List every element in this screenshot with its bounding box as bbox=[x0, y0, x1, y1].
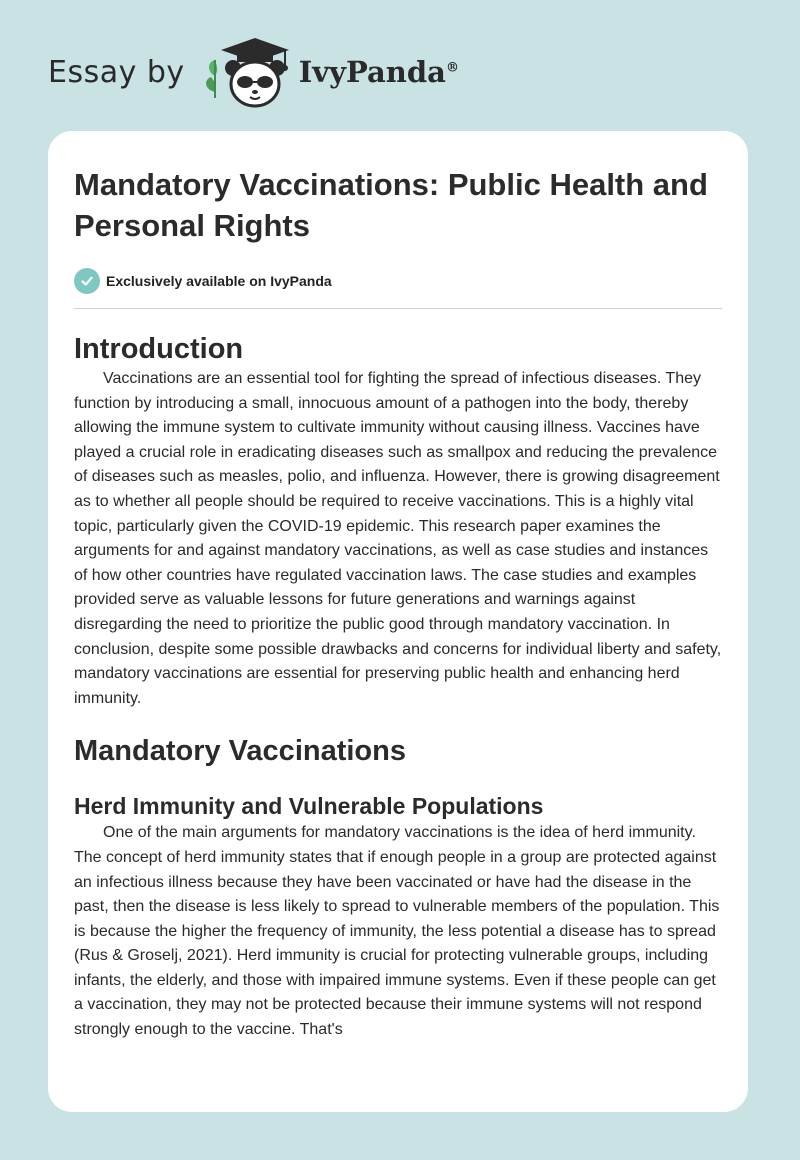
essay-card bbox=[48, 131, 748, 1112]
essay-content bbox=[74, 164, 722, 1043]
site-header bbox=[48, 32, 459, 112]
subheading-herd-immunity: Herd Immunity and Vulnerable Populations bbox=[74, 793, 544, 820]
essay-by-label: Essay by bbox=[48, 54, 185, 90]
check-icon bbox=[74, 268, 100, 294]
divider bbox=[74, 308, 722, 309]
herd-immunity-paragraph: One of the main arguments for mandatory vaccinations is the idea of herd immunity. The concept of herd immunity states that if enough people in a group are protected against an infectious illness because they have been vaccinated or have had the disease in the past, then the disease is less likely to spread to vulnerable members of the population. This is because the higher the frequency of immunity, the less potential a disease has to spread (Rus & Groselj, 2021). Herd immunity is crucial for protecting vulnerable groups, including infants, the elderly, and those with impaired immune systems. Even if these people can get a vaccination, they may not be protected because their immune systems will not respond strongly enough to the vaccine. That's bbox=[74, 824, 720, 1039]
registered-mark: ® bbox=[445, 60, 459, 76]
introduction-paragraph: Vaccinations are an essential tool for fighting the spread of infectious diseases. They function by introducing a small, innocuous amount of a pathogen into the body, thereby allowing the immune system to cultivate immunity without causing illness. Vaccines have played a crucial role in eradicating diseases such as smallpox and reducing the prevalence of diseases such as measles, polio, and influenza. However, there is growing disagreement as to whether all people should be required to receive vaccinations. This is a highly vital topic, particularly given the COVID-19 epidemic. This research paper examines the arguments for and against mandatory vaccinations, as well as case studies and instances of how other countries have regulated vaccination laws. The case studies and examples provided serve as valuable lessons for future generations and warnings against disregarding the need to prioritize the public good through mandatory vaccination. In conclusion, despite some possible drawbacks and concerns for individual liberty and safety, mandatory vaccinations are essential for preserving public health and enhancing herd immunity. bbox=[74, 370, 722, 707]
section-heading-mandatory-vaccinations: Mandatory Vaccinations bbox=[74, 735, 406, 768]
page-title: Mandatory Vaccinations: Public Health and Personal Rights bbox=[74, 167, 708, 243]
exclusive-badge bbox=[74, 268, 722, 294]
section-heading-introduction: Introduction bbox=[74, 333, 244, 365]
exclusive-label: Exclusively available on IvyPanda bbox=[106, 273, 332, 289]
panda-logo-icon[interactable] bbox=[201, 32, 295, 112]
brand-name[interactable]: IvyPanda® bbox=[298, 55, 459, 89]
